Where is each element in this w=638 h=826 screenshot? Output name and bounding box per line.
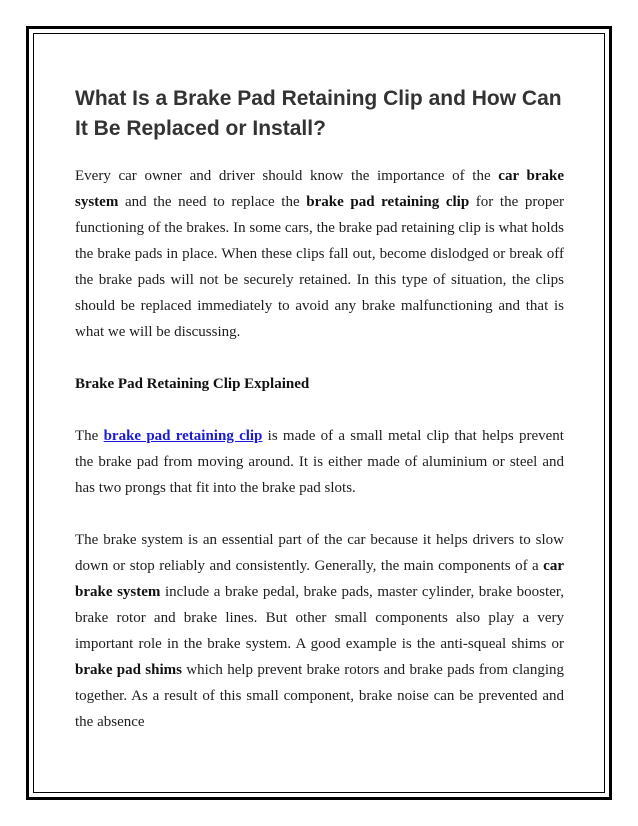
intro-paragraph [75, 163, 564, 345]
brake-system-paragraph [75, 527, 564, 735]
explained-paragraph [75, 423, 564, 501]
intro-bold-car-brake-system: car brake system [75, 168, 565, 210]
brake-system-text-3: which help prevent brake rotors and brake pads from clanging together. As a result of this small component, brake noise can be prevented and the absence [75, 662, 564, 730]
intro-text-3: for the proper functioning of the brakes. In some cars, the brake pad retaining clip is what holds the brake pads in place. When these clips fall out, become dislodged or break off the brake pads will not be securely retained. In this type of situation, the clips should be replaced immediately to avoid any brake malfunctioning and that is what we will be discussing. [75, 194, 564, 340]
document-body [75, 84, 564, 735]
bold-brake-pad-shims: brake pad shims [75, 662, 182, 678]
explained-text-2: is made of a small metal clip that helps prevent the brake pad from moving around. It is either made of aluminium or steel and has two prongs that fit into the brake pad slots. [75, 428, 564, 496]
intro-bold-brake-pad-retaining-clip: brake pad retaining clip [306, 194, 470, 210]
intro-text-2: and the need to replace the [118, 194, 307, 210]
section-heading: Brake Pad Retaining Clip Explained [75, 376, 310, 392]
brake-system-text-1: The brake system is an essential part of the car because it helps drivers to slow down or stop reliably and consistently. Generally, the main components of a [75, 532, 564, 574]
page-title: What Is a Brake Pad Retaining Clip and How Can It Be Replaced or Install? [75, 87, 562, 140]
explained-text-1: The [75, 428, 104, 444]
bold-car-brake-system: car brake system [75, 558, 564, 600]
brake-system-text-2: include a brake pedal, brake pads, master cylinder, brake booster, brake rotor and brake lines. But other small components also play a very important role in the brake system. A good example is the anti-squeal shims or [75, 584, 564, 652]
brake-pad-retaining-clip-link[interactable]: brake pad retaining clip [103, 428, 263, 444]
intro-text-1: Every car owner and driver should know the importance of the [75, 168, 499, 184]
